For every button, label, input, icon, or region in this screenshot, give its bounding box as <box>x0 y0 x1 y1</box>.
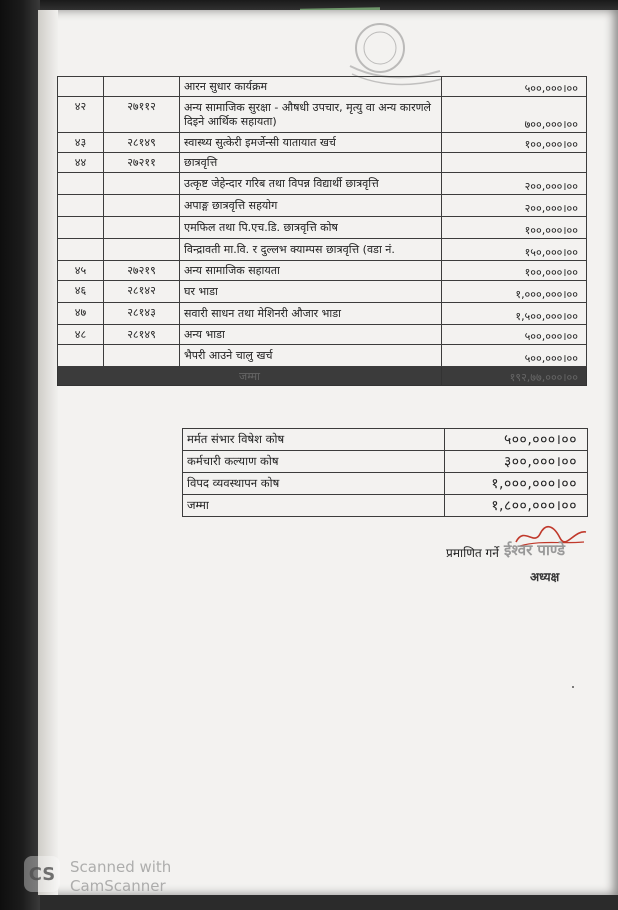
table-row <box>58 325 587 345</box>
fund-label: विपद व्यवस्थापन कोष <box>183 473 445 495</box>
item-amount: १,५००,०००।०० <box>442 303 587 325</box>
item-description: घर भाडा <box>180 281 442 303</box>
item-amount: ७००,०००।०० <box>442 97 587 133</box>
row-number: ४८ <box>58 325 104 345</box>
fund-amount: ५००,०००।०० <box>445 429 588 451</box>
scanner-watermark-line2: CamScanner <box>70 877 166 895</box>
fund-amount: ३००,०००।०० <box>445 451 588 473</box>
fund-row <box>183 473 588 495</box>
account-code: २८१४९ <box>104 325 180 345</box>
item-description: स्वास्थ्य सुत्केरी इमर्जेन्सी यातायात खर्च <box>180 133 442 153</box>
item-amount: २००,०००।०० <box>442 195 587 217</box>
table-row <box>58 239 587 261</box>
row-number <box>58 195 104 217</box>
fund-label: कर्मचारी कल्याण कोष <box>183 451 445 473</box>
fund-row <box>183 429 588 451</box>
row-number: ४४ <box>58 153 104 173</box>
expense-budget-table <box>57 76 587 386</box>
row-number: ४३ <box>58 133 104 153</box>
table-row <box>58 77 587 97</box>
book-spine-shadow <box>0 0 40 910</box>
table-row <box>58 133 587 153</box>
item-description: भैपरी आउने चालु खर्च <box>180 345 442 367</box>
item-description: आरन सुधार कार्यक्रम <box>180 77 442 97</box>
row-number <box>58 77 104 97</box>
item-description: उत्कृष्ट जेहेन्दार गरिब तथा विपन्न विद्यार्थी छात्रवृत्ति <box>180 173 442 195</box>
item-description: एमफिल तथा पि.एच.डि. छात्रवृत्ति कोष <box>180 217 442 239</box>
table-row <box>58 153 587 173</box>
item-amount: १,०००,०००।०० <box>442 281 587 303</box>
account-code: २८१४२ <box>104 281 180 303</box>
table-row <box>58 217 587 239</box>
item-description: अन्य सामाजिक सुरक्षा - औषधी उपचार, मृत्यु वा अन्य कारणले दिइने आर्थिक सहायता) <box>180 97 442 133</box>
row-number: ४७ <box>58 303 104 325</box>
certifier-name: ईश्वर पाण्डे <box>504 541 565 559</box>
account-code <box>104 217 180 239</box>
row-number: ४६ <box>58 281 104 303</box>
fund-allocation-table <box>182 428 588 517</box>
account-code: २७२११ <box>104 153 180 173</box>
item-description: विन्द्रावती मा.वि. र दुल्लभ क्याम्पस छात्रवृत्ति (वडा नं. <box>180 239 442 261</box>
item-description: छात्रवृत्ति <box>180 153 442 173</box>
item-description: सवारी साधन तथा मेशिनरी औजार भाडा <box>180 303 442 325</box>
account-code: २७११२ <box>104 97 180 133</box>
item-amount <box>442 153 587 173</box>
total-amount: १९२,७७,०००।०० <box>442 367 587 386</box>
total-row <box>58 367 587 386</box>
table-row <box>58 195 587 217</box>
fund-label: मर्मत संभार विषेश कोष <box>183 429 445 451</box>
item-amount: ५००,०००।०० <box>442 77 587 97</box>
fund-label: जम्मा <box>183 495 445 517</box>
total-label: जम्मा <box>58 367 442 386</box>
fund-amount: १,०००,०००।०० <box>445 473 588 495</box>
table-row <box>58 97 587 133</box>
certifier-title: अध्यक्ष <box>530 570 560 584</box>
fund-row <box>183 451 588 473</box>
fund-amount: १,८००,०००।०० <box>445 495 588 517</box>
item-amount: ५००,०००।०० <box>442 325 587 345</box>
item-amount: १५०,०००।०० <box>442 239 587 261</box>
scanner-watermark-line1: Scanned with <box>70 858 172 876</box>
row-number: ४२ <box>58 97 104 133</box>
table-row <box>58 281 587 303</box>
item-amount: १००,०००।०० <box>442 261 587 281</box>
table-row <box>58 261 587 281</box>
row-number <box>58 239 104 261</box>
account-code <box>104 345 180 367</box>
speck <box>572 686 574 688</box>
table-row <box>58 345 587 367</box>
table-row <box>58 173 587 195</box>
account-code <box>104 195 180 217</box>
page-fold <box>38 10 58 895</box>
item-amount: १००,०००।०० <box>442 217 587 239</box>
row-number <box>58 173 104 195</box>
table-row <box>58 303 587 325</box>
item-amount: १००,०००।०० <box>442 133 587 153</box>
item-description: अपाङ्ग छात्रवृत्ति सहयोग <box>180 195 442 217</box>
account-code <box>104 77 180 97</box>
item-description: अन्य भाडा <box>180 325 442 345</box>
account-code: २८१४३ <box>104 303 180 325</box>
account-code: २७२१९ <box>104 261 180 281</box>
row-number <box>58 217 104 239</box>
account-code <box>104 239 180 261</box>
row-number <box>58 345 104 367</box>
camscanner-logo-icon: CS <box>24 856 60 892</box>
fund-row <box>183 495 588 517</box>
item-amount: ५००,०००।०० <box>442 345 587 367</box>
certification-label: प्रमाणित गर्ने <box>446 546 499 560</box>
account-code: २८१४९ <box>104 133 180 153</box>
row-number: ४५ <box>58 261 104 281</box>
account-code <box>104 173 180 195</box>
item-amount: २००,०००।०० <box>442 173 587 195</box>
item-description: अन्य सामाजिक सहायता <box>180 261 442 281</box>
